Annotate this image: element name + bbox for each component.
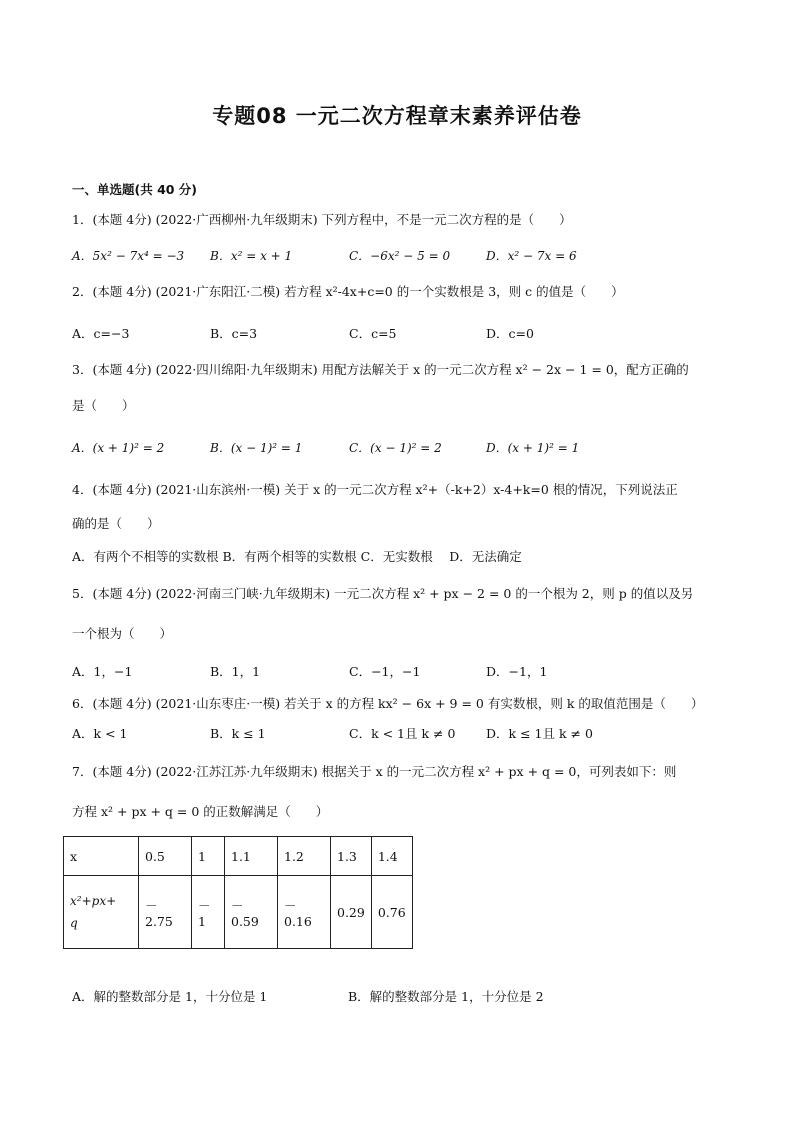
question-3-line-2: 是（ ） [72,398,135,413]
row-label-part-1: x²+px+ [70,894,117,908]
question-1-options [72,246,752,266]
question-7-line-1: 7．(本题 4分) (2022·江苏江苏·九年级期末) 根据关于 x 的一元二次方程 x² + px + q = 0，可列表如下：则 [72,764,677,779]
option-d: D．k ≤ 1且 k ≠ 0 [486,726,593,741]
section-heading: 一、单选题(共 40 分) [72,182,198,197]
table-cell: 1.1 [225,837,278,876]
question-4-line-1: 4．(本题 4分) (2021·山东滨州·一模) 关于 x 的一元二次方程 x²+（-k+2）x-4+k=0 根的情况，下列说法正 [72,482,678,497]
question-3-line-1: 3．(本题 4分) (2022·四川绵阳·九年级期末) 用配方法解关于 x 的一元二次方程 x² − 2x − 1 = 0，配方正确的 [72,362,689,377]
table-cell: －0.16 [278,876,331,949]
option-b: B．c=3 [210,326,258,341]
option-d: D．−1，1 [486,664,548,679]
option-a: A．c=−3 [72,326,130,341]
question-6-options [72,724,752,744]
table-cell: x [64,837,139,876]
table-cell: 1.4 [371,837,412,876]
option-b: B．解的整数部分是 1，十分位是 2 [348,989,544,1004]
option-c: C．k < 1且 k ≠ 0 [349,726,456,741]
option-c: C．−1，−1 [349,664,421,679]
option-d: D．(x + 1)² = 1 [486,441,580,455]
question-7-line-2: 方程 x² + px + q = 0 的正数解满足（ ） [72,804,329,819]
values-table [63,836,413,949]
table-cell: 0.76 [371,876,412,949]
row-label-part-2: q [70,916,78,930]
table-cell: －0.59 [225,876,278,949]
question-2-options [72,324,752,344]
question-7-options [72,987,752,1007]
option-a: A．(x + 1)² = 2 [72,441,165,455]
question-4-options: A．有两个不相等的实数根 B．有两个相等的实数根 C．无实数根 D．无法确定 [72,549,522,564]
option-a: A．1，−1 [72,664,133,679]
question-4-line-2: 确的是（ ） [72,516,160,531]
question-5-options [72,662,752,682]
table-cell: 1 [192,837,225,876]
option-a: A．k < 1 [72,726,128,741]
option-c: C．c=5 [349,326,397,341]
question-6: 6．(本题 4分) (2021·山东枣庄·一模) 若关于 x 的方程 kx² − 6x + 9 = 0 有实数根，则 k 的取值范围是（ ） [72,696,704,711]
question-3-options [72,438,752,458]
page-title: 专题08 一元二次方程章末素养评估卷 [212,104,582,128]
table-row [64,837,413,876]
table-row-label [64,876,139,949]
table-cell: 0.5 [139,837,192,876]
option-c: C．−6x² − 5 = 0 [349,249,451,263]
option-b: B．1，1 [210,664,261,679]
table-cell: －2.75 [139,876,192,949]
question-2: 2．(本题 4分) (2021·广东阳江·二模) 若方程 x²-4x+c=0 的一个实数根是 3，则 c 的值是（ ） [72,284,624,299]
option-a: A．5x² − 7x⁴ = −3 [72,249,185,263]
table-cell: 0.29 [331,876,372,949]
option-d: D．c=0 [486,326,534,341]
table-cell: 1.3 [331,837,372,876]
option-c: C．(x − 1)² = 2 [349,441,442,455]
question-1: 1．(本题 4分) (2022·广西柳州·九年级期末) 下列方程中，不是一元二次方程的是（ ） [72,212,572,227]
question-5-line-2: 一个根为（ ） [72,626,173,641]
table-cell: －1 [192,876,225,949]
option-b: B．x² = x + 1 [210,249,293,263]
option-a: A．解的整数部分是 1，十分位是 1 [72,989,268,1004]
table-row [64,876,413,949]
question-5-line-1: 5．(本题 4分) (2022·河南三门峡·九年级期末) 一元二次方程 x² + px − 2 = 0 的一个根为 2，则 p 的值以及另 [72,586,694,601]
option-b: B．(x − 1)² = 1 [210,441,303,455]
option-b: B．k ≤ 1 [210,726,266,741]
table-cell: 1.2 [278,837,331,876]
option-d: D．x² − 7x = 6 [486,249,577,263]
